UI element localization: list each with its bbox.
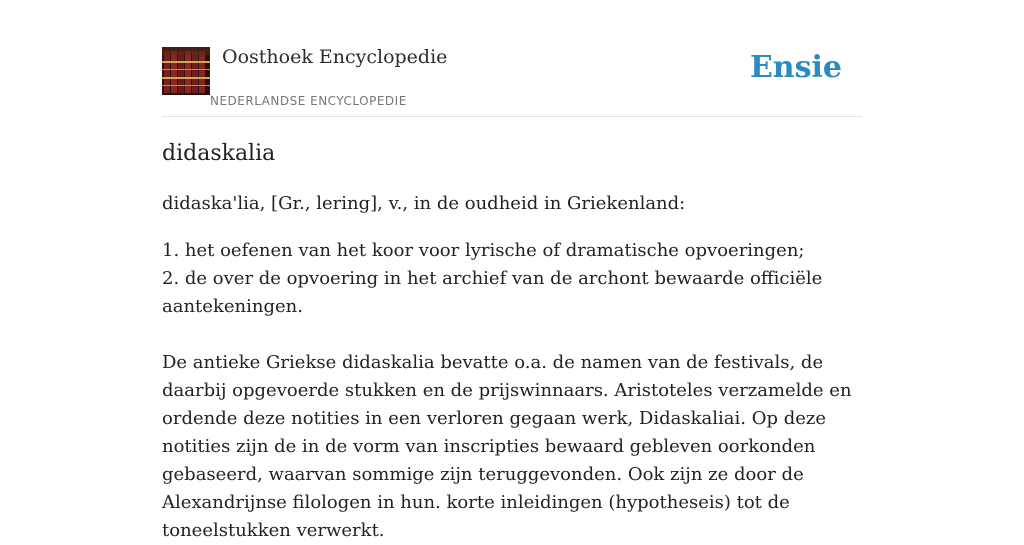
encyclopedia-books-icon[interactable] xyxy=(162,47,210,95)
site-tagline: NEDERLANDSE ENCYCLOPEDIE xyxy=(210,94,407,108)
definition-intro: didaska'lia, [Gr., lering], v., in de oudheid in Griekenland: xyxy=(162,193,686,214)
definition-list xyxy=(162,237,862,321)
definition-item: 2. de over de opvoering in het archief van de archont bewaarde officiële aantekeningen. xyxy=(162,268,823,317)
entry-content xyxy=(162,138,862,545)
entry-description: De antieke Griekse didaskalia bevatte o.a. de namen van de festivals, de daarbij opgevoerde stukken en de prijswinnaars. Aristoteles verzamelde en ordende deze notities in een verloren gegaan werk, Didaskaliai. Op deze notities zijn de in de vorm van inscripties bewaard gebleven oorkonden gebaseerd, waarvan sommige zijn teruggevonden. Ook zijn ze door de Alexandrijnse filologen in hun. korte inleidingen (hypotheseis) tot de toneelstukken verwerkt. xyxy=(162,352,852,541)
entry-title: didaskalia xyxy=(162,141,276,166)
definition-item: 1. het oefenen van het koor voor lyrische of dramatische opvoeringen; xyxy=(162,240,805,261)
site-name-link[interactable]: Oosthoek Encyclopedie xyxy=(222,46,448,68)
site-header xyxy=(162,44,862,117)
ensie-logo-link[interactable]: Ensie xyxy=(749,50,842,85)
